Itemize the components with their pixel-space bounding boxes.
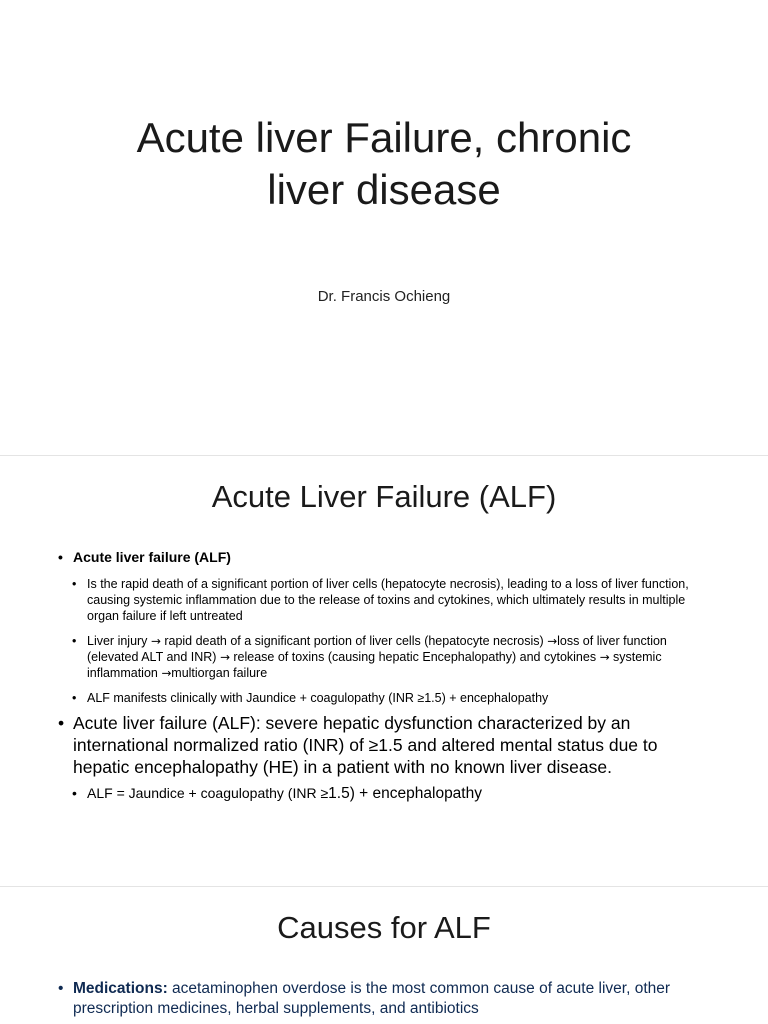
text-fragment: ALF = Jaundice + coagulopathy (INR ≥ <box>87 785 329 801</box>
bullet-text: Acute liver failure (ALF) <box>73 549 231 565</box>
text-fragment: 1.5) + encephalopathy <box>328 785 482 802</box>
bullet-text: acetaminophen overdose is the most common cause of acute liver, other prescription medicines, herbal supplements, and antibiotics <box>73 980 671 1017</box>
bullet-label: Medications: <box>73 980 168 997</box>
text-fragment: loss of liver function (elevated ALT and INR) <box>87 634 667 664</box>
slide-content <box>58 979 718 1019</box>
alf-slide <box>0 456 768 886</box>
title-line-2: liver disease <box>267 166 501 213</box>
list-item <box>58 712 718 778</box>
title-line-1: Acute liver Failure, chronic <box>136 114 632 161</box>
arrow-icon: → <box>547 634 558 648</box>
text-fragment: release of toxins (causing hepatic Encephalopathy) and cytokines <box>229 650 600 664</box>
arrow-icon: → <box>219 650 230 664</box>
list-item <box>72 633 718 681</box>
bullet-text: Is the rapid death of a significant portion of liver cells (hepatocyte necrosis), leading to a loss of liver function, causing systemic inflammation due to the release of toxins and cytokines, which ultimately results in multiple organ failure if left untreated <box>87 577 689 623</box>
author-name: Dr. Francis Ochieng <box>317 288 451 305</box>
text-fragment: Liver injury <box>87 634 151 648</box>
text-fragment: rapid death of a significant portion of liver cells (hepatocyte necrosis) <box>160 634 548 648</box>
presentation-title <box>60 112 708 216</box>
slide-heading: Acute Liver Failure (ALF) <box>211 479 557 514</box>
list-item <box>72 784 718 804</box>
arrow-icon: → <box>150 634 161 648</box>
text-fragment: multiorgan failure <box>171 666 268 680</box>
bullet-text: Acute liver failure (ALF): severe hepatic dysfunction characterized by an international normalized ratio (INR) of ≥1.5 and altered mental status due to hepatic encephalopathy (HE) in a patient with no known liver disease. <box>73 713 658 777</box>
bullet-text: ALF manifests clinically with Jaundice + coagulopathy (INR ≥1.5) + encephalopathy <box>87 691 549 705</box>
arrow-icon: → <box>161 666 172 680</box>
bullet-list <box>58 979 718 1019</box>
bullet-list <box>58 548 718 804</box>
list-item <box>72 576 718 624</box>
slide-heading: Causes for ALF <box>277 910 491 945</box>
arrow-icon: → <box>599 650 610 664</box>
title-slide <box>0 0 768 455</box>
list-item <box>58 979 718 1019</box>
slide-content <box>58 548 718 804</box>
list-item <box>58 548 718 566</box>
causes-slide <box>0 887 768 1024</box>
text-fragment: systemic inflammation <box>87 650 662 680</box>
list-item <box>72 690 718 706</box>
